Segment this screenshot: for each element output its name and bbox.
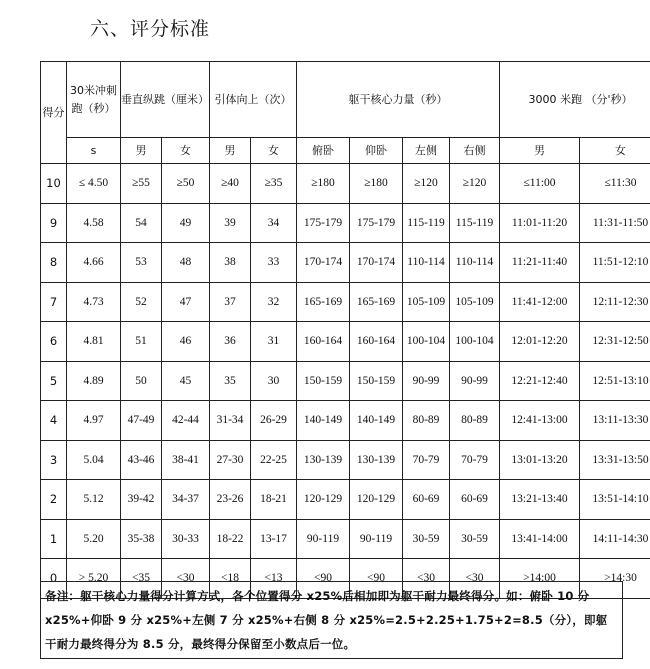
header-run-female: 女 [580, 138, 650, 164]
cell-jump-male: 39-42 [121, 480, 162, 520]
cell-core-supine: 175-179 [350, 203, 403, 243]
cell-pullup-male: <18 [210, 559, 251, 599]
cell-run-female: 11:31-11:50 [580, 203, 650, 243]
cell-run-female: 12:31-12:50 [580, 322, 650, 362]
table-row [41, 440, 650, 480]
header-jump-female: 女 [162, 138, 210, 164]
cell-pullup-male: 38 [210, 243, 251, 283]
cell-jump-female: 45 [162, 361, 210, 401]
cell-run-male: >14:00 [500, 559, 580, 599]
cell-core-supine: <90 [350, 559, 403, 599]
cell-core-left: 60-69 [403, 480, 450, 520]
cell-core-supine: ≥180 [350, 164, 403, 204]
cell-jump-female: <30 [162, 559, 210, 599]
cell-core-plank: 120-129 [297, 480, 350, 520]
cell-core-left: <30 [403, 559, 450, 599]
cell-score: 0 [41, 559, 67, 599]
cell-core-left: 70-79 [403, 440, 450, 480]
cell-score: 3 [41, 440, 67, 480]
header-jump-male: 男 [121, 138, 162, 164]
cell-pullup-male: 18-22 [210, 519, 251, 559]
cell-run-female: 14:11-14:30 [580, 519, 650, 559]
cell-core-right: 80-89 [450, 401, 500, 441]
cell-score: 9 [41, 203, 67, 243]
cell-run-male: 11:41-12:00 [500, 282, 580, 322]
cell-core-right: 105-109 [450, 282, 500, 322]
cell-jump-male: 52 [121, 282, 162, 322]
cell-core-plank: 170-174 [297, 243, 350, 283]
cell-jump-female: 47 [162, 282, 210, 322]
table-row [41, 203, 650, 243]
cell-core-plank: 150-159 [297, 361, 350, 401]
cell-sprint: 5.04 [67, 440, 121, 480]
cell-sprint: 4.58 [67, 203, 121, 243]
cell-score: 8 [41, 243, 67, 283]
cell-core-plank: 175-179 [297, 203, 350, 243]
remarks-note: 备注：躯干核心力量得分计算方式，各个位置得分 x25%后相加即为躯干耐力最终得分。如：俯卧 10 分 x25%+仰卧 9 分 x25%+左侧 7 分 x25%+右侧 8 分 x25%=2.5+2.25+1.75+2=8.5（分），即躯干耐力最终得分为 8.5 分，最终得分保留至小数点后一位。 [40, 581, 623, 659]
cell-run-male: 12:01-12:20 [500, 322, 580, 362]
table-row [41, 164, 650, 204]
cell-core-right: 30-59 [450, 519, 500, 559]
cell-run-male: 13:21-13:40 [500, 480, 580, 520]
cell-core-left: 100-104 [403, 322, 450, 362]
cell-sprint: ≤ 4.50 [67, 164, 121, 204]
cell-pullup-female: 18-21 [251, 480, 297, 520]
cell-run-female: ≤11:30 [580, 164, 650, 204]
cell-pullup-female: <13 [251, 559, 297, 599]
cell-jump-male: 50 [121, 361, 162, 401]
cell-core-supine: 90-119 [350, 519, 403, 559]
cell-core-right: 115-119 [450, 203, 500, 243]
cell-core-plank: 140-149 [297, 401, 350, 441]
cell-core-right: 100-104 [450, 322, 500, 362]
header-core-left-side: 左侧 [403, 138, 450, 164]
cell-pullup-female: 31 [251, 322, 297, 362]
cell-core-plank: ≥180 [297, 164, 350, 204]
cell-sprint: 4.89 [67, 361, 121, 401]
cell-jump-female: 38-41 [162, 440, 210, 480]
cell-sprint: 4.97 [67, 401, 121, 441]
cell-pullup-female: 26-29 [251, 401, 297, 441]
cell-core-plank: 90-119 [297, 519, 350, 559]
cell-run-male: ≤11:00 [500, 164, 580, 204]
cell-pullup-male: 23-26 [210, 480, 251, 520]
cell-run-male: 11:21-11:40 [500, 243, 580, 283]
cell-jump-male: 43-46 [121, 440, 162, 480]
cell-sprint: 4.73 [67, 282, 121, 322]
cell-score: 5 [41, 361, 67, 401]
header-vertical-jump: 垂直纵跳（厘米） [121, 62, 210, 138]
cell-score: 2 [41, 480, 67, 520]
cell-pullup-female: 32 [251, 282, 297, 322]
cell-jump-female: 48 [162, 243, 210, 283]
cell-core-plank: 165-169 [297, 282, 350, 322]
cell-jump-female: 30-33 [162, 519, 210, 559]
cell-core-plank: <90 [297, 559, 350, 599]
cell-core-plank: 130-139 [297, 440, 350, 480]
cell-sprint: 4.66 [67, 243, 121, 283]
table-row [41, 401, 650, 441]
cell-jump-female: 42-44 [162, 401, 210, 441]
cell-sprint: 4.81 [67, 322, 121, 362]
table-row [41, 322, 650, 362]
cell-jump-male: 53 [121, 243, 162, 283]
header-sprint: 30米冲刺跑（秒） [67, 62, 121, 138]
cell-core-left: ≥120 [403, 164, 450, 204]
cell-jump-male: 47-49 [121, 401, 162, 441]
cell-run-female: 11:51-12:10 [580, 243, 650, 283]
cell-jump-female: 46 [162, 322, 210, 362]
cell-pullup-female: 30 [251, 361, 297, 401]
header-score: 得分 [41, 62, 67, 164]
cell-core-supine: 120-129 [350, 480, 403, 520]
cell-pullup-male: 39 [210, 203, 251, 243]
section-title: 六、评分标准 [90, 18, 211, 40]
cell-sprint: 5.20 [67, 519, 121, 559]
cell-sprint: > 5.20 [67, 559, 121, 599]
cell-jump-female: 49 [162, 203, 210, 243]
cell-score: 6 [41, 322, 67, 362]
cell-score: 10 [41, 164, 67, 204]
cell-score: 7 [41, 282, 67, 322]
cell-core-supine: 160-164 [350, 322, 403, 362]
cell-pullup-male: 35 [210, 361, 251, 401]
cell-run-female: 12:11-12:30 [580, 282, 650, 322]
cell-run-male: 13:01-13:20 [500, 440, 580, 480]
cell-pullup-male: 36 [210, 322, 251, 362]
cell-jump-female: 34-37 [162, 480, 210, 520]
cell-pullup-female: 34 [251, 203, 297, 243]
cell-run-male: 13:41-14:00 [500, 519, 580, 559]
table-row [41, 480, 650, 520]
cell-core-left: 115-119 [403, 203, 450, 243]
cell-pullup-male: 31-34 [210, 401, 251, 441]
cell-core-left: 110-114 [403, 243, 450, 283]
cell-run-female: >14:30 [580, 559, 650, 599]
cell-core-right: <30 [450, 559, 500, 599]
table-row [41, 282, 650, 322]
table-row [41, 519, 650, 559]
cell-core-right: 70-79 [450, 440, 500, 480]
header-core-strength: 躯干核心力量（秒） [297, 62, 500, 138]
cell-core-supine: 140-149 [350, 401, 403, 441]
header-pull-up: 引体向上（次） [210, 62, 297, 138]
cell-core-supine: 130-139 [350, 440, 403, 480]
cell-core-left: 30-59 [403, 519, 450, 559]
header-core-right-side: 右侧 [450, 138, 500, 164]
cell-core-right: 110-114 [450, 243, 500, 283]
cell-jump-male: 51 [121, 322, 162, 362]
cell-core-supine: 150-159 [350, 361, 403, 401]
cell-pullup-male: ≥40 [210, 164, 251, 204]
cell-run-female: 13:51-14:10 [580, 480, 650, 520]
cell-pullup-female: ≥35 [251, 164, 297, 204]
header-pullup-female: 女 [251, 138, 297, 164]
cell-run-male: 12:41-13:00 [500, 401, 580, 441]
cell-pullup-female: 13-17 [251, 519, 297, 559]
cell-score: 1 [41, 519, 67, 559]
cell-run-female: 13:31-13:50 [580, 440, 650, 480]
cell-core-supine: 170-174 [350, 243, 403, 283]
cell-core-left: 90-99 [403, 361, 450, 401]
header-pullup-male: 男 [210, 138, 251, 164]
cell-pullup-female: 33 [251, 243, 297, 283]
table-row [41, 243, 650, 283]
cell-run-female: 12:51-13:10 [580, 361, 650, 401]
cell-core-right: 90-99 [450, 361, 500, 401]
score-rows [41, 164, 650, 599]
cell-jump-male: 35-38 [121, 519, 162, 559]
header-core-supine: 仰卧 [350, 138, 403, 164]
cell-pullup-male: 37 [210, 282, 251, 322]
table-row [41, 361, 650, 401]
cell-jump-male: <35 [121, 559, 162, 599]
scoring-table [40, 61, 650, 599]
cell-sprint: 5.12 [67, 480, 121, 520]
cell-core-left: 80-89 [403, 401, 450, 441]
cell-score: 4 [41, 401, 67, 441]
header-run-male: 男 [500, 138, 580, 164]
cell-core-supine: 165-169 [350, 282, 403, 322]
cell-core-right: 60-69 [450, 480, 500, 520]
cell-pullup-male: 27-30 [210, 440, 251, 480]
cell-pullup-female: 22-25 [251, 440, 297, 480]
header-core-plank: 俯卧 [297, 138, 350, 164]
header-3000m-run: 3000 米跑 （分'秒） [500, 62, 650, 138]
cell-run-male: 11:01-11:20 [500, 203, 580, 243]
cell-run-female: 13:11-13:30 [580, 401, 650, 441]
cell-jump-male: ≥55 [121, 164, 162, 204]
cell-jump-female: ≥50 [162, 164, 210, 204]
cell-core-left: 105-109 [403, 282, 450, 322]
header-sprint-unit: s [67, 138, 121, 164]
cell-core-plank: 160-164 [297, 322, 350, 362]
cell-jump-male: 54 [121, 203, 162, 243]
cell-core-right: ≥120 [450, 164, 500, 204]
cell-run-male: 12:21-12:40 [500, 361, 580, 401]
